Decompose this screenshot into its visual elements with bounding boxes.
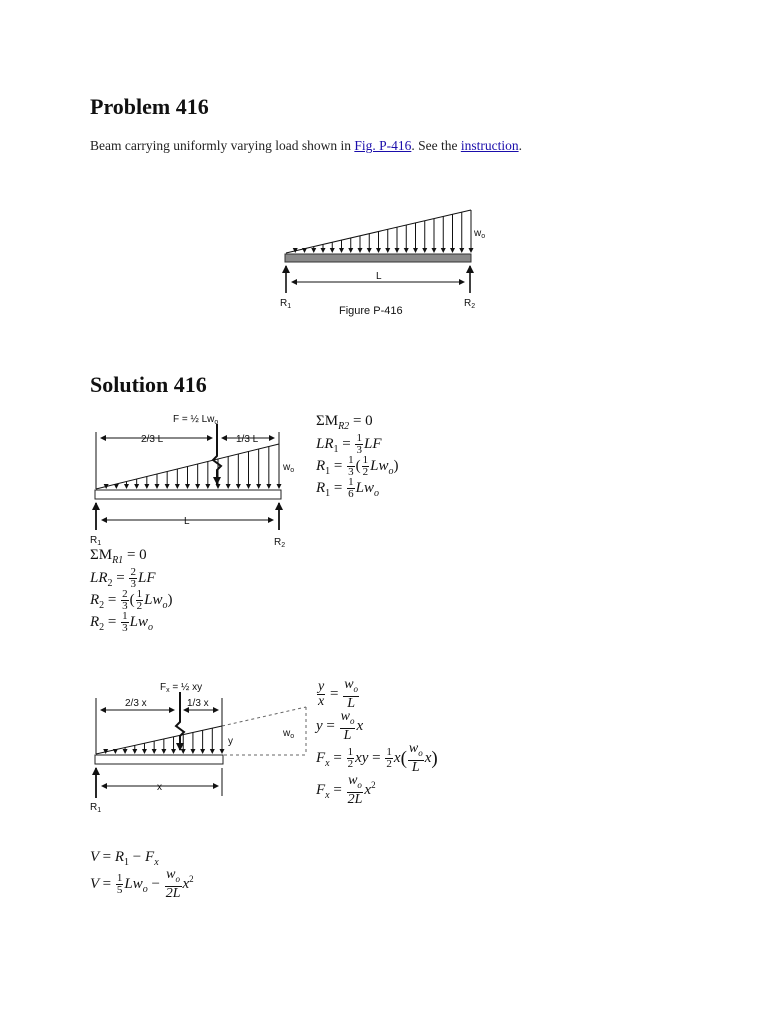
eq-sum-mr1: $\Sigma M_{R1} = 0$ [90,547,147,566]
load-arrowhead [330,248,335,253]
load-arrowhead [165,484,170,489]
load-arrowhead [376,248,381,253]
resultant-arrow [213,424,221,484]
load-arrowhead [236,484,241,489]
eq-sum-mr2: $\Sigma M_{R2} = 0$ [316,413,373,432]
load-arrowhead [404,248,409,253]
load-arrowhead [246,484,251,489]
load-arrowhead [385,248,390,253]
load-arrowhead [256,484,261,489]
load-arrows [104,444,282,489]
load-arrowhead [155,484,160,489]
load-arrowhead [132,749,137,754]
eq-r1-a: $R_1$ = $\frac{1}{3}$ ( $\frac{1}{2}$ $Lw_o$) [316,454,399,478]
load-arrowhead [450,248,455,253]
load-arrowhead [205,484,210,489]
load-arrowhead [210,749,215,754]
dim-left-label: 2/3 x [125,698,147,709]
dim-left-label: 2/3 L [141,434,164,445]
load-arrowhead [124,484,129,489]
load-arrows [103,726,224,754]
eq-y-over-x: $\frac{y}{x}$ = $\frac{w_o}{L}$ [318,677,359,711]
load-label: $w_o$ [283,462,295,474]
load-arrowhead [161,749,166,754]
load-arrowhead [422,248,427,253]
dim-right-label: 1/3 L [236,434,259,445]
eq-lr2: $LR_2$ = $\frac{2}{3}$ LF [90,566,156,590]
load-arrowhead [144,484,149,489]
load-arrowhead [277,484,282,489]
load-arrowhead [220,749,225,754]
load-arrowhead [321,248,326,253]
load-arrowhead [432,248,437,253]
load-arrowhead [358,248,363,253]
r2-label: $R_2$ [464,298,476,310]
eq-v2: V = $\frac{1}{5}$ $Lw_o$ − $\frac{w_o}{2L}$ $x^2$ [90,867,194,901]
load-arrowhead [459,248,464,253]
eq-lr1: $LR_1$ = $\frac{1}{3}$ LF [316,432,382,456]
load-arrows [293,210,474,253]
load-label: $w_o$ [474,228,486,240]
y-label: y [228,736,233,747]
load-arrowhead [134,484,139,489]
intro-end: . [518,138,522,153]
load-arrowhead [195,484,200,489]
beam [95,490,281,499]
load-arrowhead [226,484,231,489]
eq-r1-b: $R_1$ = $\frac{1}{6}$ $Lw_o$ [316,476,379,500]
beam-segment [95,755,223,764]
span-label: x [157,782,162,793]
load-arrowhead [123,749,128,754]
load-arrowhead [348,248,353,253]
eq-fx-final: $F_x$ = $\frac{w_o}{2L}$ $x^2$ [316,773,376,807]
load-arrowhead [190,749,195,754]
eq-r2-a: $R_2$ = $\frac{2}{3}$ ( $\frac{1}{2}$ $Lw_o$) [90,588,173,612]
load-arrowhead [216,484,221,489]
load-arrowhead [367,248,372,253]
span-label: L [184,516,190,527]
instruction-link[interactable]: instruction [460,138,519,153]
load-arrowhead [339,248,344,253]
load-arrowhead [171,749,176,754]
solution-title: Solution 416 [90,372,207,397]
r1-label: $R_1$ [90,802,102,814]
figure-section-x [85,676,310,816]
eq-r2-b: $R_2$ = $\frac{1}{3}$ $Lw_o$ [90,610,153,634]
load-arrowhead [413,248,418,253]
force-label: F = ½ $Lw_o$ [173,414,219,426]
intro-text: Beam carrying uniformly varying load shown in [90,138,355,153]
force-label: $F_x$ = ½ xy [160,682,203,694]
span-label: L [376,271,382,282]
load-arrowhead [441,248,446,253]
r1-label: $R_1$ [280,298,292,310]
load-arrowhead [266,484,271,489]
load-arrowhead [152,749,157,754]
load-arrowhead [469,248,474,253]
load-arrowhead [395,248,400,253]
figure-p416 [270,200,500,325]
intro-mid: . See the [411,138,461,153]
r2-label: $R_2$ [274,537,286,549]
figure-solution-beam [85,408,305,548]
load-label: $w_o$ [283,728,295,740]
dim-right-label: 1/3 x [187,698,209,709]
problem-intro [90,138,522,154]
beam [285,254,471,262]
extended-envelope [222,707,306,726]
problem-title: Problem 416 [90,94,209,119]
eq-v1: $V = R_1 - F_x$ [90,849,159,868]
r1-label: $R_1$ [90,535,102,547]
eq-fx: $F_x$ = $\frac{1}{2}$ xy = $\frac{1}{2}$ x( $\frac{w_o}{L}$ x) [316,741,438,775]
eq-y: y = $\frac{w_o}{L}$ x [316,709,364,743]
load-arrowhead [181,749,186,754]
load-arrowhead [142,749,147,754]
fig-link[interactable]: Fig. P-416 [354,138,412,153]
figure-caption: Figure P-416 [339,305,403,317]
load-arrowhead [311,248,316,253]
load-arrowhead [185,484,190,489]
load-arrowhead [175,484,180,489]
load-arrowhead [200,749,205,754]
